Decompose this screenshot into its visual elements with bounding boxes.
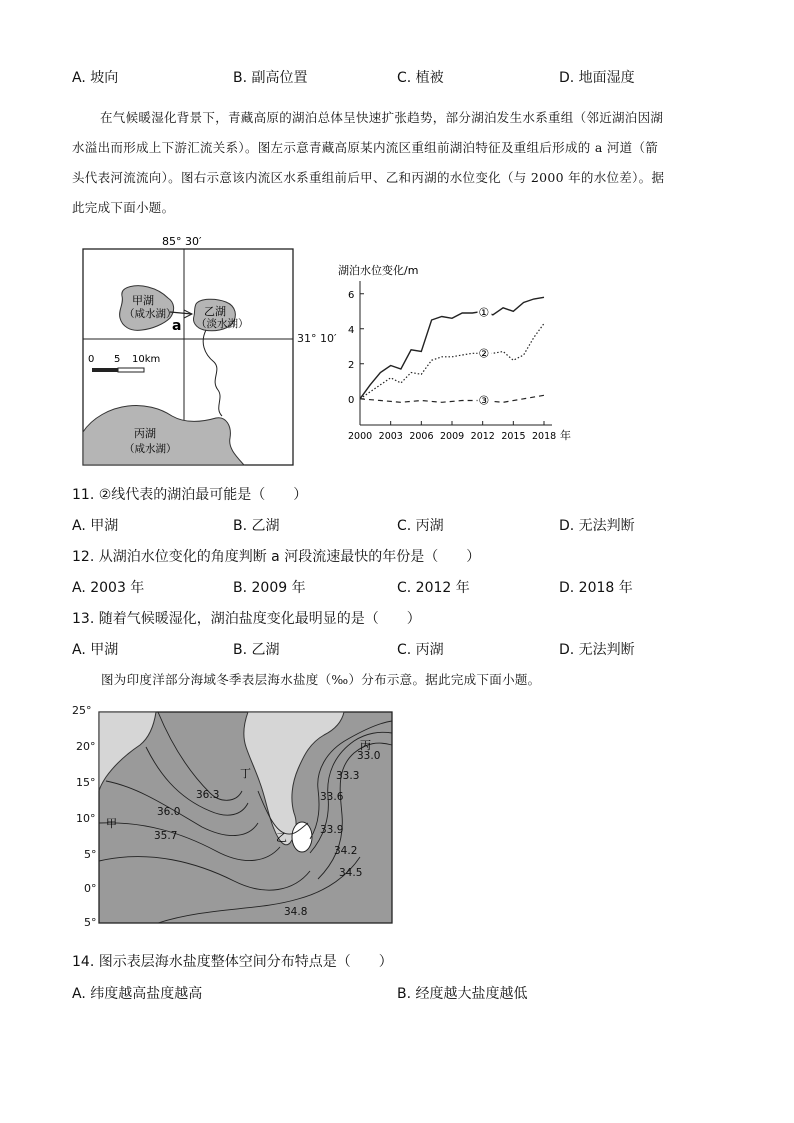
q10-option-d: D. 地面湿度	[559, 70, 635, 86]
chart-x-tick-label: 2018	[532, 431, 557, 442]
q10-option-a: A. 坡向	[72, 70, 119, 86]
lat-label: 25°	[72, 704, 92, 717]
lat-label: 5°	[84, 848, 97, 861]
chart-x-tick-label: 2015	[501, 431, 526, 442]
chart-x-tick-label: 2009	[440, 431, 465, 442]
latitude-label: 31° 10′	[297, 332, 337, 345]
q14-option-a: A. 纬度越高盐度越高	[72, 986, 203, 1002]
isoline-label: 34.8	[284, 906, 308, 918]
q14-option-b: B. 经度越大盐度越低	[397, 986, 528, 1002]
q10-option-b: B. 副高位置	[233, 70, 308, 86]
chart-x-ticks	[348, 421, 556, 442]
point-label-bing: 丙	[360, 739, 371, 752]
passage-line: 水溢出而形成上下游汇流关系）。图左示意青藏高原某内流区重组前湖泊特征及重组后形成的 a 河道（箭	[72, 140, 659, 155]
passage-line: 此完成下面小题。	[72, 200, 175, 215]
q13-option-c: C. 丙湖	[397, 642, 444, 658]
chart-y-tick-label: 4	[348, 324, 355, 336]
isoline-label: 33.3	[336, 770, 360, 782]
isoline-label: 35.7	[154, 830, 178, 842]
q11-stem: 11. ②线代表的湖泊最可能是（ ）	[72, 487, 308, 503]
chart-x-tick-label: 2006	[409, 431, 434, 442]
water-level-chart	[334, 257, 582, 443]
longitude-label: 85° 30′	[162, 235, 202, 248]
chart-x-tick-label: 2000	[348, 431, 373, 442]
chart-series	[360, 297, 544, 402]
chart-series-label: ③	[478, 393, 490, 408]
chart-series-line	[360, 297, 544, 399]
chart-y-ticks	[348, 290, 364, 406]
q13-option-a: A. 甲湖	[72, 642, 119, 658]
lake-yi-type: （淡水湖）	[196, 318, 249, 330]
chart-series-line	[360, 324, 544, 399]
lat-label: 10°	[76, 812, 96, 825]
q13-option-d: D. 无法判断	[559, 642, 635, 658]
q13-stem: 13. 随着气候暖湿化，湖泊盐度变化最明显的是（ ）	[72, 611, 421, 627]
chart-xlabel: 年	[560, 429, 571, 442]
lat-label: 20°	[76, 740, 96, 753]
scale-tick-label: 10km	[132, 354, 161, 365]
q11-option-b: B. 乙湖	[233, 518, 280, 534]
passage-lakes	[72, 103, 732, 223]
scale-bar-white	[118, 368, 144, 372]
chart-y-tick-label: 6	[348, 289, 355, 301]
passage-salinity: 图为印度洋部分海域冬季表层海水盐度（‰）分布示意。据此完成下面小题。	[101, 672, 541, 687]
isoline-label: 36.0	[157, 806, 181, 818]
q11-option-d: D. 无法判断	[559, 518, 635, 534]
river-a-label: a	[172, 318, 182, 334]
lat-label: 15°	[76, 776, 96, 789]
scale-bar-black	[92, 368, 118, 372]
q12-option-d: D. 2018 年	[559, 580, 633, 596]
q11-option-a: A. 甲湖	[72, 518, 119, 534]
q12-option-a: A. 2003 年	[72, 580, 145, 596]
salinity-map	[98, 711, 394, 925]
lake-bing-type: （咸水湖）	[124, 443, 177, 455]
chart-series-label: ①	[478, 305, 490, 320]
chart-y-tick-label: 2	[348, 359, 355, 371]
chart-series-label: ②	[478, 346, 490, 361]
point-label-ding: 丁	[240, 767, 251, 780]
isoline-label: 33.0	[357, 750, 381, 762]
chart-series-line	[360, 395, 544, 402]
passage-line: 在气候暖湿化背景下，青藏高原的湖泊总体呈快速扩张趋势，部分湖泊发生水系重组（邻近湖泊因湖	[100, 110, 664, 125]
isoline-label: 33.6	[320, 791, 344, 803]
lat-label: 5°	[84, 916, 97, 929]
q12-stem: 12. 从湖泊水位变化的角度判断 a 河段流速最快的年份是（ ）	[72, 549, 481, 565]
chart-ylabel: 湖泊水位变化/m	[338, 264, 419, 277]
lat-label: 0°	[84, 882, 97, 895]
lake-map	[82, 232, 300, 468]
point-label-yi: 乙	[276, 831, 287, 844]
q11-option-c: C. 丙湖	[397, 518, 444, 534]
isoline-label: 34.2	[334, 845, 358, 857]
lake-jia-type: （咸水湖）	[124, 308, 177, 320]
chart-series-labels	[478, 304, 492, 407]
q12-option-c: C. 2012 年	[397, 580, 470, 596]
passage-line: 头代表河流流向）。图右示意该内流区水系重组前后甲、乙和丙湖的水位变化（与 2000 年的水位差）。据	[72, 170, 665, 185]
lake-jia-label: 甲湖	[132, 294, 154, 307]
isoline-label: 36.3	[196, 789, 220, 801]
chart-x-tick-label: 2012	[470, 431, 495, 442]
q10-option-c: C. 植被	[397, 70, 444, 86]
lake-yi-label: 乙湖	[204, 305, 226, 318]
q14-stem: 14. 图示表层海水盐度整体空间分布特点是（ ）	[72, 954, 393, 970]
chart-x-tick-label: 2003	[378, 431, 403, 442]
lake-bing-label: 丙湖	[134, 427, 156, 440]
q12-option-b: B. 2009 年	[233, 580, 306, 596]
scale-tick-label: 5	[114, 354, 121, 365]
sri-lanka	[292, 822, 312, 852]
isoline-label: 33.9	[320, 824, 344, 836]
isoline-label: 34.5	[339, 867, 363, 879]
q13-option-b: B. 乙湖	[233, 642, 280, 658]
point-label-jia: 甲	[106, 817, 117, 830]
scale-tick-label: 0	[88, 354, 95, 365]
chart-y-tick-label: 0	[348, 394, 355, 406]
